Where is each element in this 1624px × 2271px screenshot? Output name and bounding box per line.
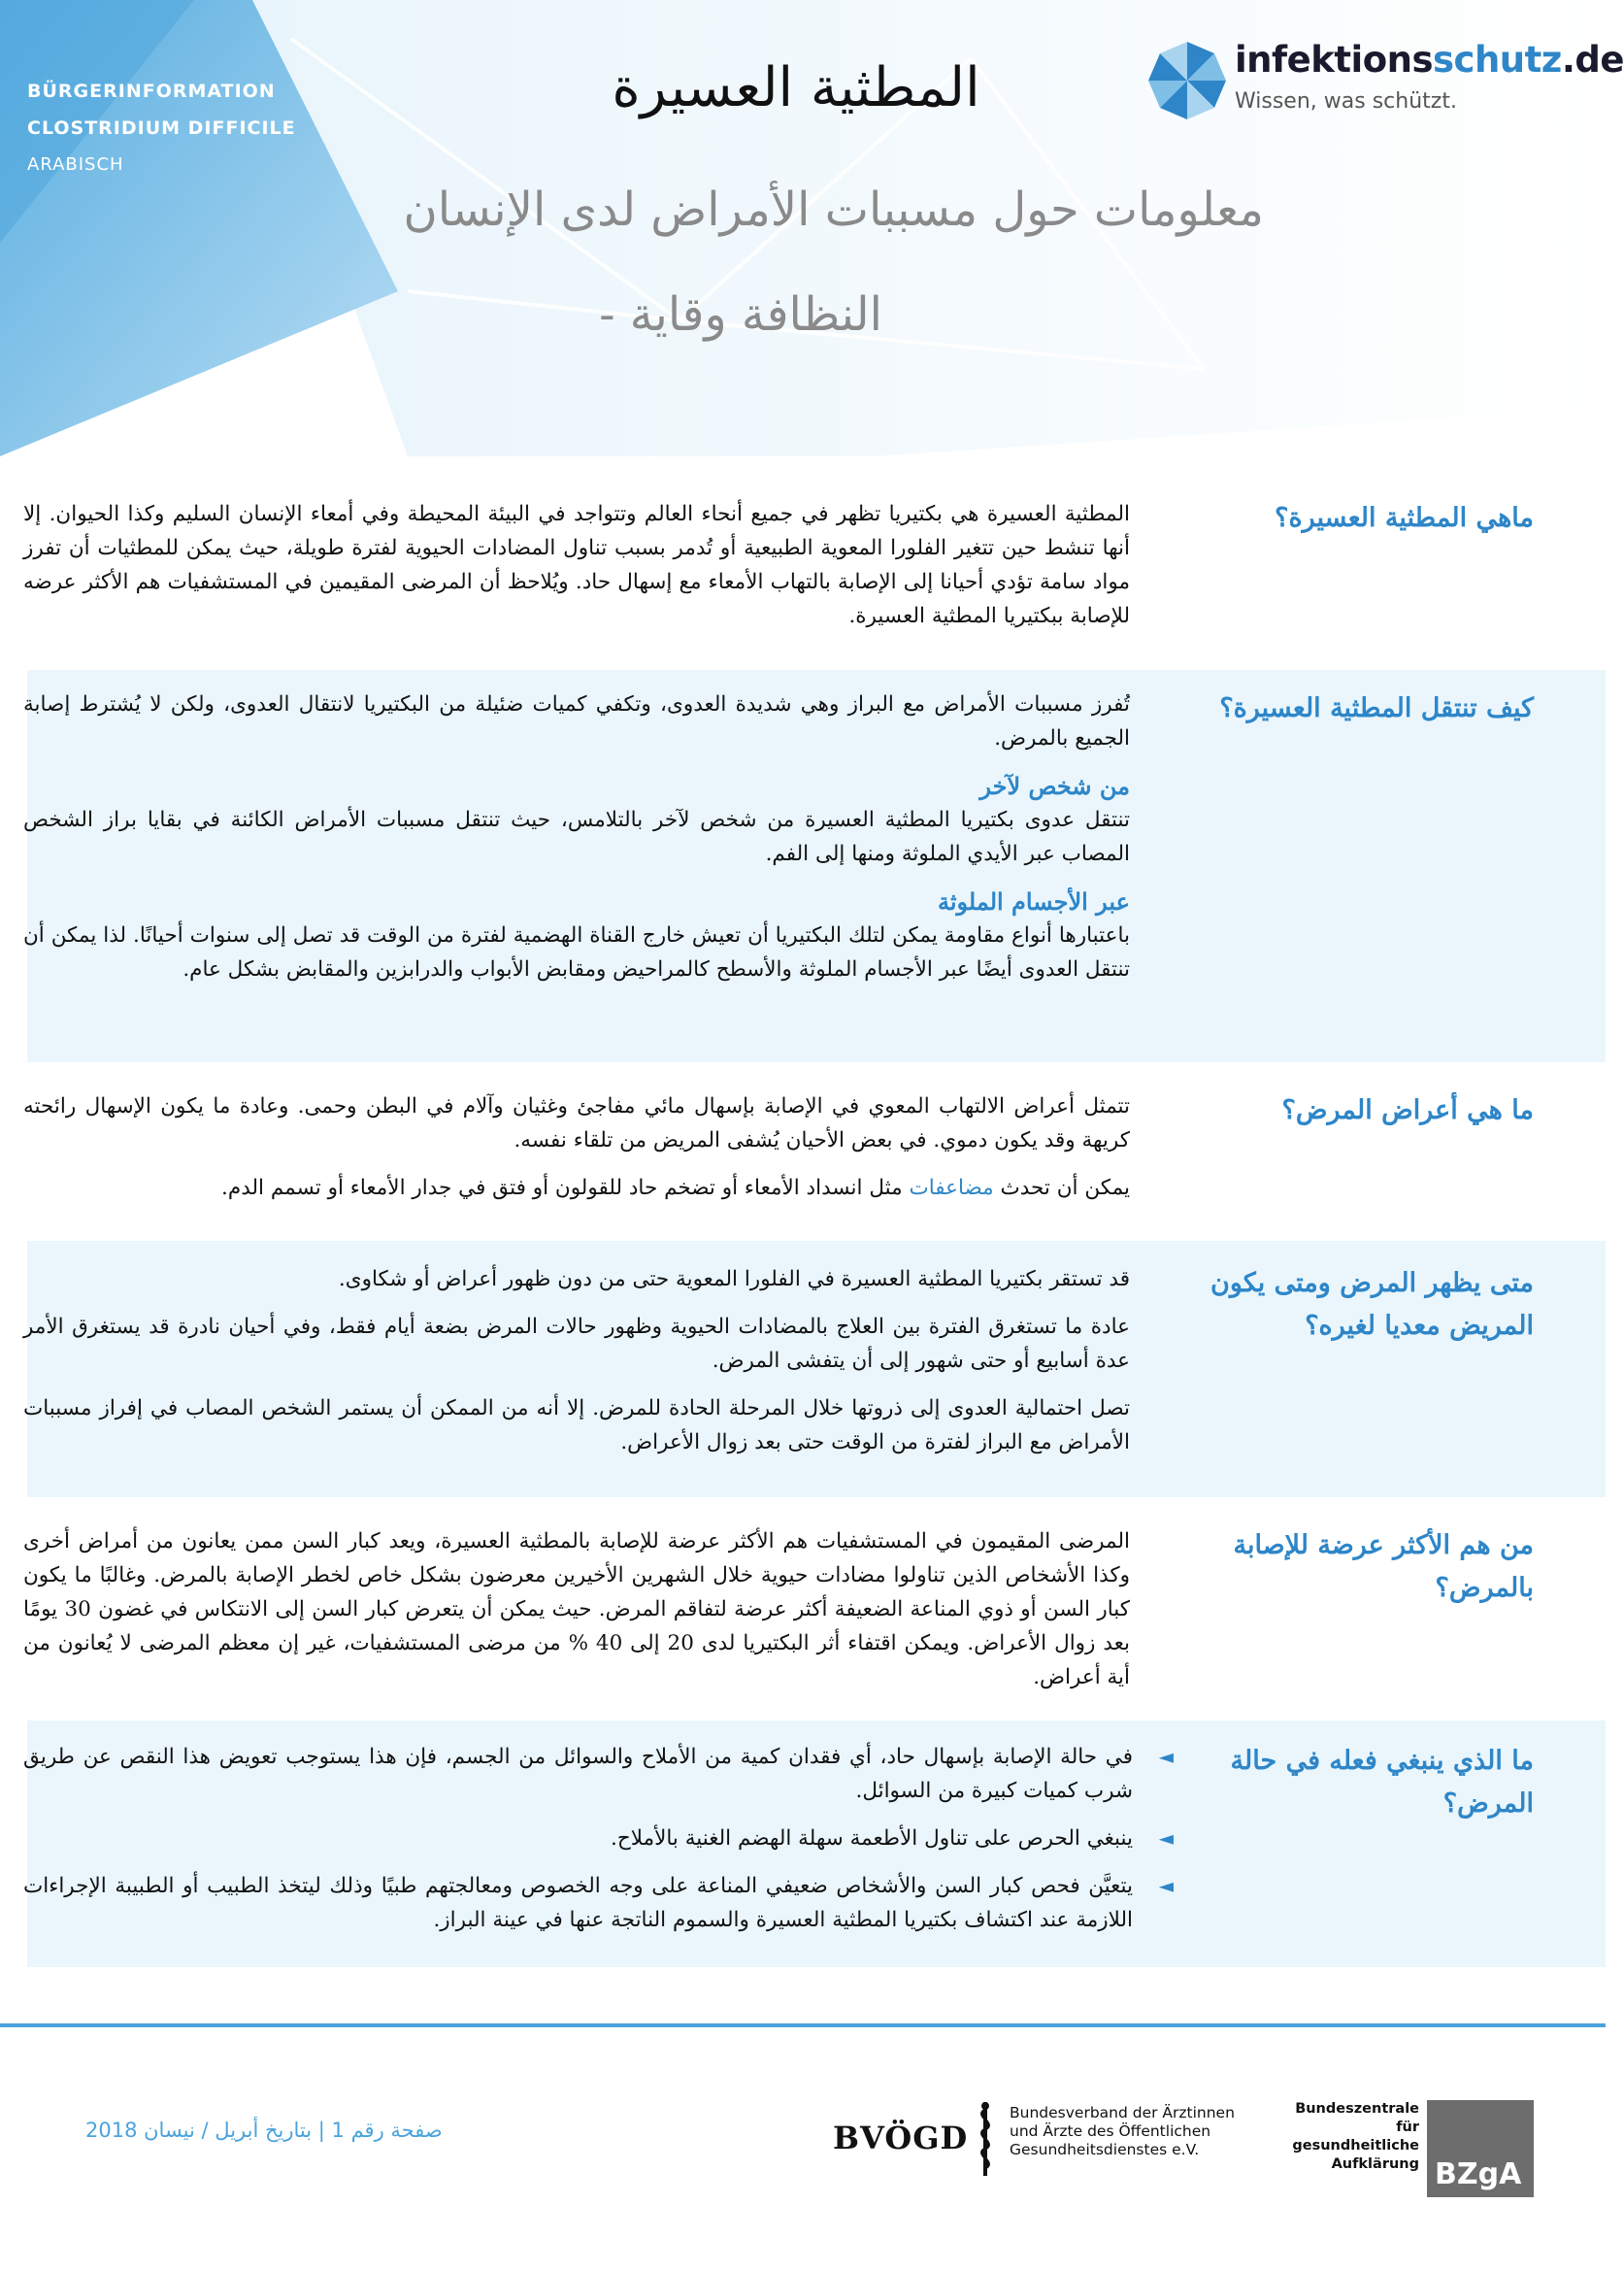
- list-item: ◄ يتعيَّن فحص كبار السن والأشخاص ضعيفي المناعة على وجه الخصوص ومعالجتهم طبيًا وذلك ليتخذ الطبيب أو الطبيبة الإجراءات اللازمة عند اكتشاف بكتيريا المطثية العسيرة والسموم الناتجة عنها في عينة البراز.: [23, 1869, 1174, 1937]
- caduceus-icon: [969, 2100, 1002, 2178]
- meta-topic: CLOSTRIDIUM DIFFICILE: [27, 117, 296, 139]
- subheading-contaminated-objects: عبر الأجسام الملوثة: [937, 887, 1130, 916]
- list-item: ◄ ينبغي الحرص على تناول الأطعمة سهلة الهضم الغنية بالأملاح.: [23, 1821, 1174, 1855]
- question-what-to-do: ما الذي ينبغي فعله في حالة المرض؟: [1230, 1746, 1534, 1819]
- logo-tagline: Wissen, was schützt.: [1235, 89, 1457, 114]
- section-transmission: [23, 670, 1606, 1062]
- page-info: صفحة رقم 1 | بتاريخ أبريل / نيسان 2018: [85, 2119, 443, 2142]
- meta-category: BÜRGERINFORMATION: [27, 81, 276, 102]
- complications-link[interactable]: مضاعفات: [909, 1176, 994, 1200]
- question-risk-groups: من هم الأكثر عرضة للإصابة بالمرض؟: [1233, 1530, 1534, 1603]
- logo-brand: infektionsschutz.de: [1235, 39, 1624, 81]
- subtitle-line-1: معلومات حول مسببات الأمراض لدى الإنسان: [403, 183, 1264, 237]
- section-risk-groups: [23, 1507, 1606, 1701]
- bzga-box: BZgA: [1427, 2100, 1534, 2197]
- list-item: ◄ في حالة الإصابة بإسهال حاد، أي فقدان كمية من الأملاح والسوائل من الجسم، فإن هذا يستوجب تعويض هذا النقص عن طريق شرب كميات كبيرة من السوائل.: [23, 1740, 1174, 1808]
- bzga-name: Bundeszentrale für gesundheitliche Aufklärung: [1292, 2101, 1419, 2172]
- answer-paragraph: قد تستقر بكتيريا المطثية العسيرة في الفلورا المعوية حتى من دون ظهور أعراض أو شكاوى.: [338, 1267, 1130, 1291]
- answer-paragraph: يمكن أن تحدث مضاعفات مثل انسداد الأمعاء أو تضخم حاد للقولون أو فتق في جدار الأمعاء أو تسمم الدم.: [221, 1176, 1130, 1200]
- answer-paragraph: تصل احتمالية العدوى إلى ذروتها خلال المرحلة الحادة للمرض. إلا أنه من الممكن أن يستمر الشخص المصاب في إفراز مسببات الأمراض مع البراز لفترة من الوقت حتى بعد زوال الأعراض.: [23, 1396, 1130, 1454]
- question-what-is: ماهي المطثية العسيرة؟: [1275, 503, 1534, 533]
- bzga-logo: [1281, 2100, 1534, 2197]
- answer-paragraph: تُفرز مسببات الأمراض مع البراز وهي شديدة العدوى، وتكفي كميات ضئيلة من البكتيريا لانتقال العدوى، ولكن لا يُشترط إصابة الجميع بالمرض.: [23, 692, 1130, 751]
- answer-symptoms: [23, 1089, 1130, 1205]
- answer-risk-groups: [23, 1524, 1130, 1694]
- answer-paragraph: باعتبارها أنواع مقاومة يمكن لتلك البكتيريا أن تعيش خارج القناة الهضمية لفترة من الوقت قد تصل إلى سنوات أحيانًا. لذا يمكن أن تنتقل العدوى أيضًا عبر الأجسام الملوثة والأسطح كالمراحيض ومقابض الأبواب والدرابزين والمقابض بشكل عام.: [23, 923, 1130, 982]
- answer-paragraph: المطثية العسيرة هي بكتيريا تظهر في جميع أنحاء العالم وتتواجد في البيئة المحيطة وفي أمعاء الإنسان السليم وكذا الحيوان. إلا أنها تنشط حين تتغير الفلورا المعوية الطبيعية أو تُدمر بسبب تناول المضادات الحيوية لفترة طويلة، حيث يمكن للمطثيات أن تفرز مواد سامة تؤدي أحيانا إلى الإصابة بالتهاب الأمعاء مع إسهال حاد. ويُلاحظ أن المرضى المقيمين في المستشفيات هم الأكثر عرضه للإصابة ببكتيريا المطثية العسيرة.: [23, 502, 1130, 628]
- answer-onset-contagion: [23, 1262, 1130, 1459]
- answer-paragraph: تتمثل أعراض الالتهاب المعوي في الإصابة بإسهال مائي مفاجئ وغثيان وآلام في البطن وحمى. وعادة ما يكون الإسهال رائحته كريهة وقد يكون دموي. في بعض الأحيان يُشفى المريض من تلقاء نفسه.: [23, 1094, 1130, 1152]
- answer-paragraph: تنتقل عدوى بكتيريا المطثية العسيرة من شخص لآخر بالتلامس، حيث تنتقل مسببات الأمراض الكائنة في بقايا براز الشخص المصاب عبر الأيدي الملوثة ومنها إلى الفم.: [23, 808, 1130, 866]
- section-symptoms: [23, 1072, 1606, 1237]
- answer-what-to-do: [23, 1740, 1174, 1951]
- answer-paragraph: عادة ما تستغرق الفترة بين العلاج بالمضادات الحيوية وظهور حالات المرض بضعة أيام فقط، وفي أحيان نادرة قد يستغرق الأمر عدة أسابيع أو حتى شهور إلى أن يتفشى المرض.: [23, 1315, 1130, 1373]
- answer-transmission: [23, 687, 1130, 986]
- question-onset-contagion: متى يظهر المرض ومتى يكون المريض معديا لغيره؟: [1210, 1268, 1534, 1341]
- bvoegd-name: Bundesverband der Ärztinnen und Ärzte des Öffentlichen Gesundheitsdienstes e.V.: [1010, 2104, 1235, 2158]
- document-meta: [27, 72, 296, 183]
- section-what-is: [23, 485, 1606, 660]
- umbrella-icon: [1145, 39, 1229, 122]
- section-onset-contagion: [23, 1241, 1606, 1497]
- subheading-person-to-person: من شخص لآخر: [979, 772, 1130, 800]
- answer-what-is: [23, 497, 1130, 633]
- question-transmission: كيف تنتقل المطثية العسيرة؟: [1219, 693, 1534, 723]
- page-title: المطثية العسيرة: [612, 56, 980, 119]
- footer-divider: [0, 2023, 1606, 2027]
- meta-language: ARABISCH: [27, 154, 124, 175]
- subtitle-line-2: النظافة وقاية -: [599, 287, 882, 342]
- bvoegd-abbreviation: BVÖGD: [833, 2120, 969, 2156]
- question-symptoms: ما هي أعراض المرض؟: [1281, 1095, 1534, 1125]
- answer-paragraph: المرضى المقيمون في المستشفيات هم الأكثر عرضة للإصابة بالمطثية العسيرة، ويعد كبار السن ممن يعانون من أمراض أخرى وكذا الأشخاص الذين تناولوا مضادات حيوية خلال الشهرين الأخيرين معرضون بشكل خاص لخطر الإصابة بالمرض. وغالبًا ما يكون كبار السن أو ذوي المناعة الضعيفة أكثر عرضة لتفاقم المرض. حيث يمكن أن يتعرض كبار السن إلى الانتكاس في غضون 30 يومًا بعد زوال الأعراض. ويمكن اقتفاء أثر البكتيريا لدى 20 إلى 40 % من مرضى المستشفيات، غير إن معظم المرضى لا يُعانون من أية أعراض.: [23, 1529, 1130, 1689]
- infektionsschutz-logo: [1145, 39, 1624, 126]
- section-what-to-do: [23, 1720, 1606, 1967]
- bvoegd-logo: [833, 2100, 1241, 2178]
